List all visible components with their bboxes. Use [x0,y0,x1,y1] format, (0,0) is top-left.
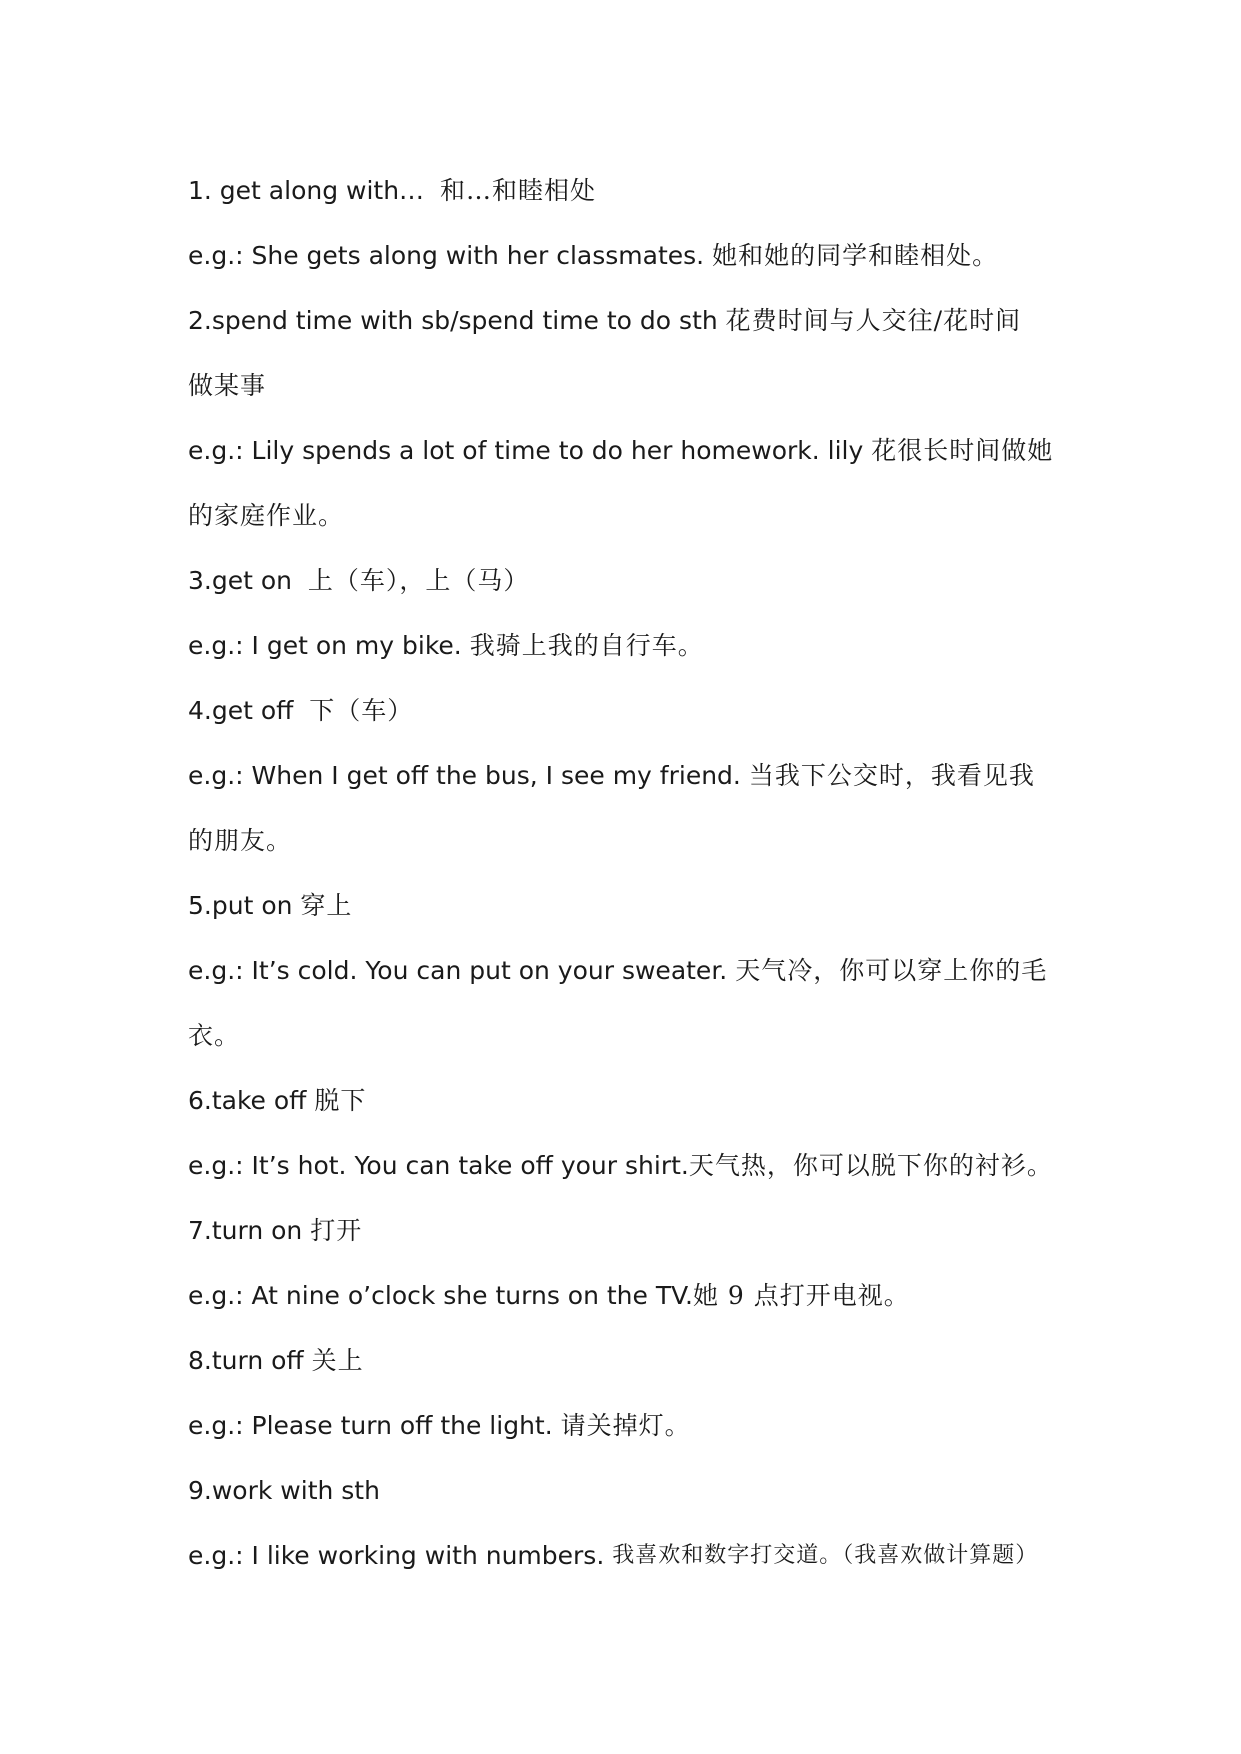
phrase-en: 6.take off [188,1086,307,1115]
example-7 [188,1263,1068,1328]
phrase-en: 4.get off [188,696,294,725]
example-5 [188,938,1068,1003]
phrase-zh: 做某事 [188,371,267,400]
example-en: e.g.: At nine o’clock she turns on the TV. [188,1281,693,1310]
phrase-5 [188,873,1068,938]
example-zh: 请关掉灯。 [560,1411,691,1440]
phrase-zh: 上（车），上（马） [307,566,530,595]
phrase-en: 3.get on [188,566,292,595]
example-en: e.g.: I like working with numbers. [188,1541,605,1570]
phrase-zh: 花费时间与人交往/花时间 [725,306,1022,335]
example-zh: 天气冷，你可以穿上你的毛 [735,956,1048,985]
phrase-en: 5.put on [188,891,293,920]
example-zh: 她和她的同学和睦相处。 [712,241,999,270]
example-4 [188,743,1068,808]
example-zh: 她 9 点打开电视。 [692,1281,910,1310]
example-8 [188,1393,1068,1458]
phrase-en: 8.turn off [188,1346,304,1375]
phrase-en: 1. get along with… [188,176,425,205]
phrase-zh: 和…和睦相处 [439,176,596,205]
example-en: e.g.: It’s hot. You can take off your shirt. [188,1151,689,1180]
example-zh: 花很长时间做她 [871,436,1054,465]
example-en: e.g.: Lily spends a lot of time to do her homework. lily [188,436,864,465]
example-en: e.g.: She gets along with her classmates. [188,241,705,270]
phrase-en: 9.work with sth [188,1476,380,1505]
example-en: e.g.: Please turn off the light. [188,1411,553,1440]
example-zh: 的朋友。 [188,826,293,855]
phrase-3 [188,548,1068,613]
example-2 [188,418,1068,483]
example-en: e.g.: It’s cold. You can put on your sweater. [188,956,728,985]
example-zh: 我骑上我的自行车。 [469,631,704,660]
example-1 [188,223,1068,288]
phrase-2-cont [188,353,1068,418]
example-zh: 的家庭作业。 [188,501,345,530]
phrase-zh: 关上 [311,1346,364,1375]
phrase-6 [188,1068,1068,1133]
phrase-1 [188,158,1068,223]
phrase-zh: 下（车） [309,696,414,725]
example-9 [188,1523,1068,1588]
example-en: e.g.: When I get off the bus, I see my friend. [188,761,741,790]
example-en: e.g.: I get on my bike. [188,631,462,660]
phrase-9 [188,1458,1068,1523]
example-zh: 我喜欢和数字打交道。（我喜欢做计算题） [612,1543,1039,1568]
example-3 [188,613,1068,678]
phrase-8 [188,1328,1068,1393]
example-6 [188,1133,1068,1198]
phrase-zh: 脱下 [314,1086,367,1115]
phrase-en: 2.spend time with sb/spend time to do sth [188,306,718,335]
example-zh: 衣。 [188,1021,241,1050]
example-zh: 天气热，你可以脱下你的衬衫。 [688,1151,1053,1180]
phrase-2 [188,288,1068,353]
example-4-cont [188,808,1068,873]
phrase-4 [188,678,1068,743]
phrase-7 [188,1198,1068,1263]
example-5-cont [188,1003,1068,1068]
example-zh: 当我下公交时，我看见我 [748,761,1035,790]
example-2-cont [188,483,1068,548]
phrase-en: 7.turn on [188,1216,303,1245]
document-page [188,158,1068,1588]
phrase-zh: 穿上 [300,891,353,920]
phrase-zh: 打开 [310,1216,363,1245]
